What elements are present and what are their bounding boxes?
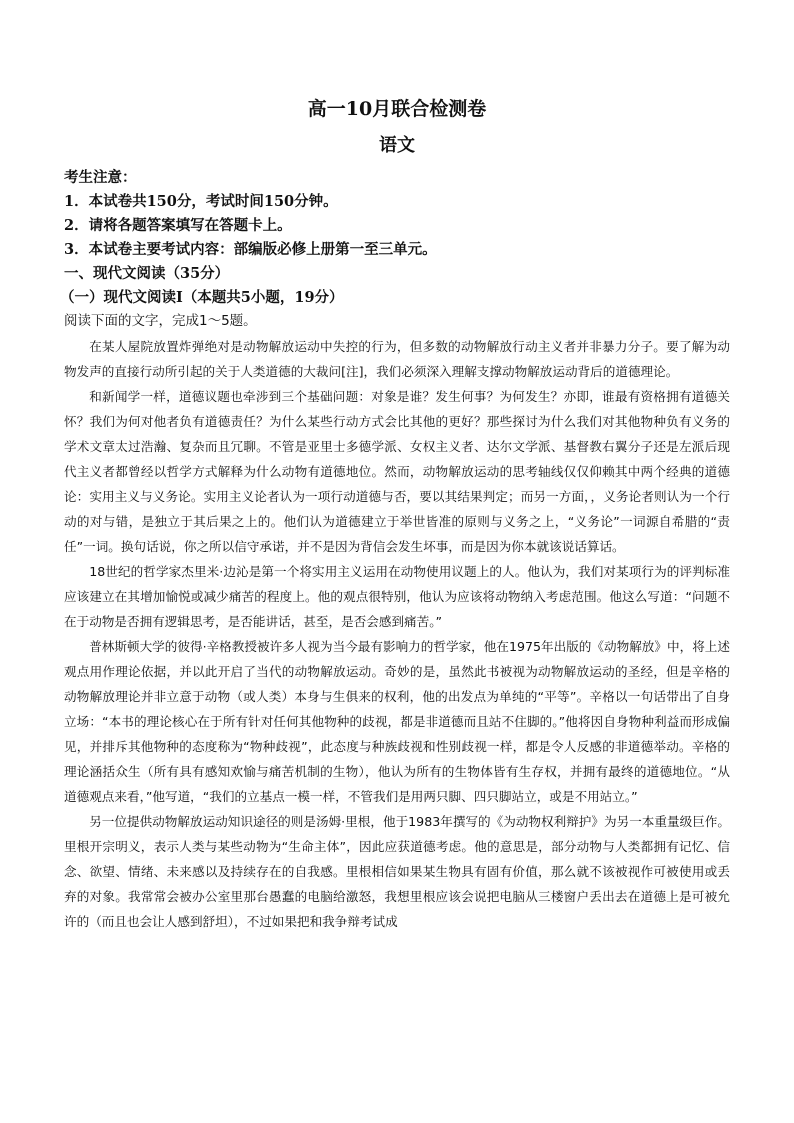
reading-instruction: 阅读下面的文字，完成1～5题。 xyxy=(64,313,257,329)
passage-paragraph: 和新闻学一样，道德议题也牵涉到三个基础问题：对象是谁？发生何事？为何发生？亦即，谁最有资格拥有道德关怀？我们为何对他者负有道德责任？为什么某些行动方式会比其他的更好？那些探讨为什么我们对其他物种负有义务的学术文章太过浩瀚、复杂而且冗聊。不管是亚里士多德学派、女权主义者、达尔文学派、基督教右翼分子还是左派后现代主义者都曾经以哲学方式解释为什么动物有道德地位。然而，动物解放运动的思考轴线仅仅仰赖其中两个经典的道德论：实用主义与义务论。实用主义论者认为一项行动道德与否，要以其结果判定；而另一方面，，义务论者则认为一个行动的对与错，是独立于其后果之上的。他们认为道德建立于举世皆准的原则与义务之上，“义务论”一词源自希腊的“责任”一词。换句话说，你之所以信守承诺，并不是因为背信会发生坏事，而是因为你本就该说话算话。 xyxy=(64,389,730,554)
candidate-notice xyxy=(64,166,730,262)
sub-section-heading: （一）现代文阅读Ⅰ（本题共5小题，19分） xyxy=(60,289,344,306)
notice-item: 2．请将各题答案填写在答题卡上。 xyxy=(64,217,292,234)
exam-page xyxy=(60,96,730,934)
notice-item: 1．本试卷共150分，考试时间150分钟。 xyxy=(64,193,338,210)
passage-paragraph: 在某人屋院放置炸弹绝对是动物解放运动中失控的行为，但多数的动物解放行动主义者并非暴力分子。要了解为动物发声的直接行动所引起的关于人类道德的大裁问[注]，我们必须深入理解支撑动物解放运动背后的道德理论。 xyxy=(64,339,730,379)
passage-paragraph: 另一位提供动物解放运动知识途径的则是汤姆·里根，他于1983年撰写的《为动物权利辩护》为另一本重量级巨作。里根开宗明义，表示人类与某些动物为“生命主体”，因此应获道德考虑。他的意思是，部分动物与人类都拥有记忆、信念、欲望、情绪、未来感以及持续存在的自我感。里根相信如果某生物具有固有价值，那么就不该被视作可被使用或丢弃的对象。我常常会被办公室里那台愚蠢的电脑给激怒，我想里根应该会说把电脑从三楼窗户丢出去在道德上是可被允许的（而且也会让人感到舒坦），不过如果把和我争辩考试成 xyxy=(64,814,730,929)
passage-paragraph: 18世纪的哲学家杰里米·边沁是第一个将实用主义运用在动物使用议题上的人。他认为，我们对某项行为的评判标准应该建立在其增加愉悦或减少痛苦的程度上。他的观点很特别，他认为应该将动物纳入考虑范围。他这么写道：“问题不在于动物是否拥有逻辑思考，是否能讲话，甚至，是否会感到痛苦。” xyxy=(64,564,730,629)
exam-subject: 语文 xyxy=(379,135,415,156)
passage-paragraph: 普林斯顿大学的彼得·辛格教授被许多人视为当今最有影响力的哲学家，他在1975年出版的《动物解放》中，将上述观点用作理论依据，并以此开启了当代的动物解放运动。奇妙的是，虽然此书被视为动物解放运动的圣经，但是辛格的动物解放理论并非立意于动物（或人类）本身与生俱来的权利，他的出发点为单纯的“平等”。辛格以一句话带出了自身立场：“本书的理论核心在于所有针对任何其他物种的歧视，都是非道德而且站不住脚的。”他将因自身物种利益而形成偏见，并排斥其他物种的态度称为“物种歧视”，此态度与种族歧视和性别歧视一样，都是令人反感的非道德举动。辛格的理论涵括众生（所有具有感知欢愉与痛苦机制的生物），他认为所有的生物体皆有生存权，并拥有最终的道德地位。“从道德观点来看，”他写道，“我们的立基点一模一样，不管我们是用两只脚、四只脚站立，或是不用站立。” xyxy=(64,639,730,804)
exam-title: 高一10月联合检测卷 xyxy=(307,98,487,120)
notice-heading: 考生注意： xyxy=(64,169,137,186)
reading-passage xyxy=(64,334,730,934)
section-heading: 一、现代文阅读（35分） xyxy=(64,265,230,282)
notice-item: 3．本试卷主要考试内容：部编版必修上册第一至三单元。 xyxy=(64,241,437,258)
